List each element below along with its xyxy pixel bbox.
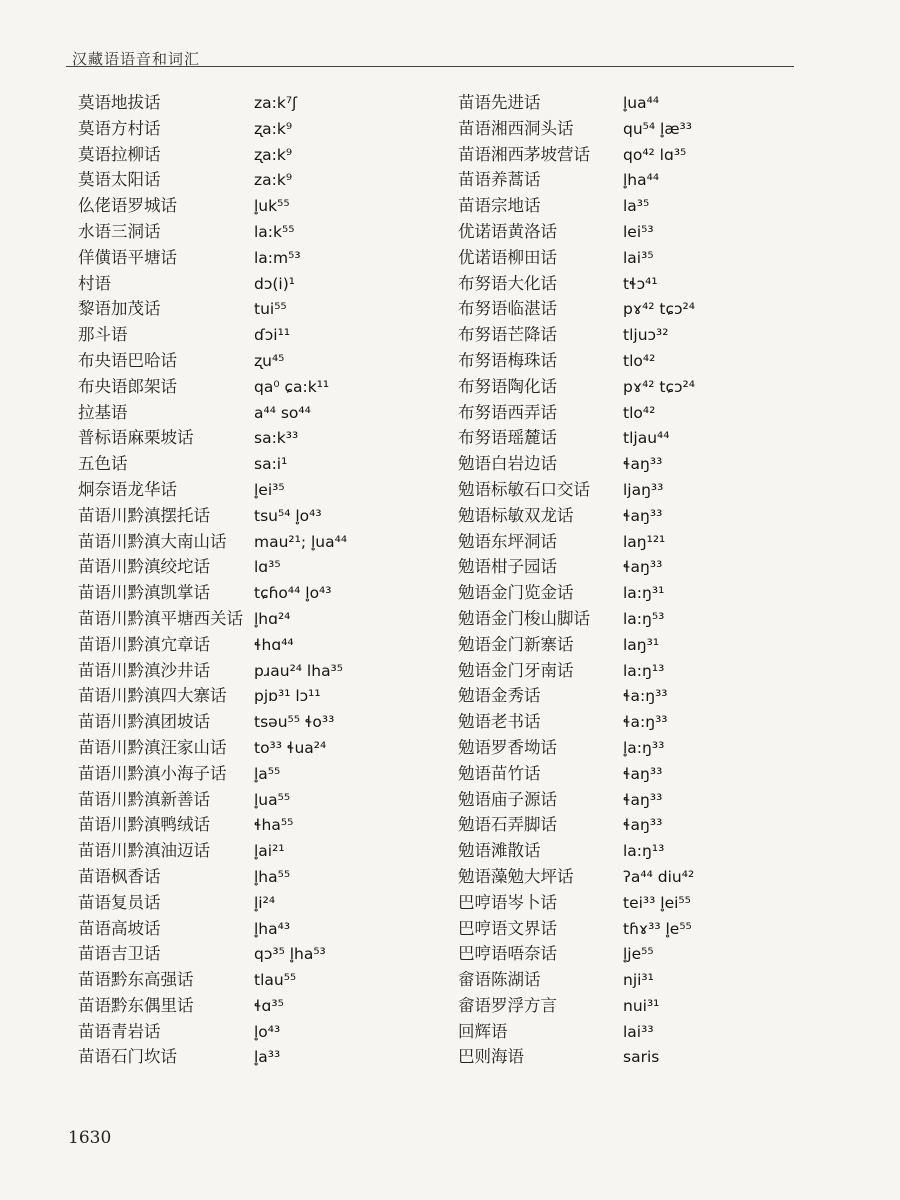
entry-row — [458, 451, 695, 477]
entry-row — [78, 916, 347, 942]
entry-row — [78, 425, 347, 451]
phonetic-form: pɤ⁴² tɕɔ²⁴ — [623, 300, 695, 319]
entry-row — [458, 890, 695, 916]
language-name: 勉语标敏石口交话 — [458, 479, 590, 499]
language-name: 巴哼语文界话 — [458, 918, 557, 938]
phonetic-form: ɬɑ³⁵ — [254, 996, 284, 1015]
language-name: 布央语郎架话 — [78, 376, 177, 396]
language-name: 布努语临湛话 — [458, 299, 557, 319]
phonetic-form: za:k⁹ — [254, 171, 293, 190]
language-name: 苗语川黔滇四大寨话 — [78, 686, 227, 706]
phonetic-form: la:ŋ⁵³ — [623, 609, 665, 628]
entry-row — [458, 296, 695, 322]
phonetic-form: tɬɔ⁴¹ — [623, 274, 658, 293]
language-name: 布努语大化话 — [458, 273, 557, 293]
entry-row — [458, 916, 695, 942]
language-name: 苗语川黔滇绞坨话 — [78, 557, 210, 577]
language-name: 勉语苗竹话 — [458, 763, 541, 783]
phonetic-form: laŋ³¹ — [623, 635, 660, 654]
entry-row — [458, 322, 695, 348]
entry-row — [78, 812, 347, 838]
entry-row — [78, 864, 347, 890]
entry-row — [458, 193, 695, 219]
entry-row — [458, 529, 695, 555]
header-rule — [66, 66, 794, 67]
phonetic-form: ɬa:ŋ³³ — [623, 687, 668, 706]
phonetic-form: pjɒ³¹ lɔ¹¹ — [254, 687, 321, 706]
phonetic-form: sa:i¹ — [254, 455, 288, 474]
phonetic-form: l̥a:ŋ³³ — [623, 738, 665, 757]
phonetic-form: tui⁵⁵ — [254, 300, 287, 319]
entry-row — [78, 142, 347, 168]
phonetic-form: pɤ⁴² tɕɔ²⁴ — [623, 377, 695, 396]
entry-row — [458, 787, 695, 813]
language-name: 勉语东坪洞话 — [458, 531, 557, 551]
entry-row — [78, 967, 347, 993]
entry-row — [458, 606, 695, 632]
phonetic-form: la:ŋ¹³ — [623, 842, 665, 861]
entry-row — [78, 683, 347, 709]
entry-row — [78, 167, 347, 193]
entry-row — [458, 735, 695, 761]
language-name: 布努语梅珠话 — [458, 350, 557, 370]
language-name: 莫语方村话 — [78, 118, 161, 138]
language-name: 布努语瑶麓话 — [458, 428, 557, 448]
entry-row — [78, 658, 347, 684]
language-name: 勉语标敏双龙话 — [458, 505, 574, 525]
phonetic-form: ɬhɑ⁴⁴ — [254, 635, 294, 654]
phonetic-form: l̥o⁴³ — [254, 1022, 281, 1041]
language-name: 勉语金秀话 — [458, 686, 541, 706]
phonetic-form: ɗɔi¹¹ — [254, 326, 291, 345]
language-name: 布努语芒降话 — [458, 325, 557, 345]
entry-row — [78, 322, 347, 348]
phonetic-form: ɬaŋ³³ — [623, 455, 663, 474]
phonetic-form: ɬha⁵⁵ — [254, 816, 294, 835]
phonetic-form: ɬaŋ³³ — [623, 764, 663, 783]
entry-row — [458, 219, 695, 245]
phonetic-form: la:k⁵⁵ — [254, 222, 295, 241]
phonetic-form: l̥je⁵⁵ — [623, 945, 654, 964]
language-name: 勉语金门牙南话 — [458, 660, 574, 680]
language-name: 苗语湘西洞头话 — [458, 118, 574, 138]
language-name: 苗语石门坎话 — [78, 1047, 177, 1067]
phonetic-form: l̥ei³⁵ — [254, 480, 285, 499]
language-name: 黎语加茂话 — [78, 299, 161, 319]
language-name: 苗语高坡话 — [78, 918, 161, 938]
phonetic-form: lai³³ — [623, 1022, 654, 1041]
entry-row — [78, 296, 347, 322]
entry-row — [78, 219, 347, 245]
entry-row — [458, 245, 695, 271]
language-name: 村语 — [78, 273, 111, 293]
entry-row — [458, 632, 695, 658]
language-name: 莫语地拔话 — [78, 93, 161, 112]
entry-row — [458, 142, 695, 168]
language-name: 勉语金门览金话 — [458, 583, 574, 603]
phonetic-form: ʐu⁴⁵ — [254, 351, 285, 370]
language-name: 巴则海语 — [458, 1047, 524, 1067]
phonetic-form: ɬaŋ³³ — [623, 790, 663, 809]
phonetic-form: ʐa:k⁹ — [254, 119, 293, 138]
phonetic-form: l̥a³³ — [254, 1048, 281, 1067]
phonetic-form: sa:k³³ — [254, 429, 299, 448]
language-name: 拉基语 — [78, 402, 128, 422]
language-name: 苗语川黔滇小海子话 — [78, 763, 227, 783]
language-name: 勉语藻勉大坪话 — [458, 866, 574, 886]
phonetic-form: tlo⁴² — [623, 351, 656, 370]
phonetic-form: za:k⁷ʃ — [254, 94, 298, 112]
phonetic-form: mau²¹; l̥ua⁴⁴ — [254, 532, 348, 551]
language-name: 优诺语柳田话 — [458, 247, 557, 267]
entry-row — [458, 658, 695, 684]
entry-row — [78, 1044, 347, 1070]
language-name: 苗语枫香话 — [78, 866, 161, 886]
entry-row — [78, 761, 347, 787]
language-name: 五色话 — [78, 454, 128, 474]
language-name: 苗语黔东高强话 — [78, 970, 194, 990]
phonetic-form: tɕɦo⁴⁴ l̥o⁴³ — [254, 584, 332, 603]
entry-row — [78, 838, 347, 864]
entry-row — [78, 271, 347, 297]
entry-row — [458, 683, 695, 709]
phonetic-form: a⁴⁴ so⁴⁴ — [254, 403, 311, 422]
language-name: 勉语金门梭山脚话 — [458, 608, 590, 628]
phonetic-form: l̥ua⁵⁵ — [254, 790, 291, 809]
phonetic-form: tei³³ l̥ei⁵⁵ — [623, 893, 691, 912]
language-name: 勉语庙子源话 — [458, 789, 557, 809]
entry-row — [78, 529, 347, 555]
entry-row — [458, 374, 695, 400]
phonetic-form: l̥ha⁴³ — [254, 919, 291, 938]
page-number: 1630 — [68, 1128, 112, 1148]
language-name: 勉语金门新寨话 — [458, 634, 574, 654]
entry-row — [78, 400, 347, 426]
phonetic-form: la:ŋ³¹ — [623, 584, 665, 603]
phonetic-form: saris — [623, 1048, 660, 1067]
language-name: 苗语川黔滇油迈话 — [78, 841, 210, 861]
language-name: 畲语罗浮方言 — [458, 995, 557, 1015]
language-name: 苗语青岩话 — [78, 1021, 161, 1041]
phonetic-form: pɹau²⁴ lha³⁵ — [254, 661, 343, 680]
phonetic-form: l̥ai²¹ — [254, 842, 285, 861]
entry-row — [78, 787, 347, 813]
phonetic-form: ɬaŋ³³ — [623, 506, 663, 525]
phonetic-form: qɔ³⁵ l̥ha⁵³ — [254, 945, 326, 964]
phonetic-form: ʐa:k⁹ — [254, 145, 293, 164]
entry-row — [78, 193, 347, 219]
phonetic-form: tljau⁴⁴ — [623, 429, 670, 448]
phonetic-form: qu⁵⁴ l̥æ³³ — [623, 119, 692, 138]
right-column — [458, 90, 695, 1070]
phonetic-form: l̥ha⁵⁵ — [254, 867, 291, 886]
phonetic-form: to³³ ɬua²⁴ — [254, 738, 327, 757]
phonetic-form: lɑ³⁵ — [254, 558, 281, 577]
entry-row — [78, 709, 347, 735]
phonetic-form: ɬaŋ³³ — [623, 558, 663, 577]
language-name: 苗语湘西茅坡营话 — [458, 144, 590, 164]
phonetic-form: l̥i²⁴ — [254, 893, 276, 912]
language-name: 勉语石弄脚话 — [458, 815, 557, 835]
entry-row — [458, 864, 695, 890]
language-name: 苗语川黔滇宂章话 — [78, 634, 210, 654]
entry-row — [78, 941, 347, 967]
entry-row — [458, 503, 695, 529]
language-name: 苗语复员话 — [78, 892, 161, 912]
phonetic-form: ljaŋ³³ — [623, 480, 664, 499]
language-name: 巴哼语岑卜话 — [458, 892, 557, 912]
phonetic-form: qa⁰ ɕa:k¹¹ — [254, 377, 330, 396]
phonetic-form: l̥ha⁴⁴ — [623, 171, 660, 190]
entry-row — [78, 993, 347, 1019]
language-name: 巴哼语唔奈话 — [458, 944, 557, 964]
entry-row — [458, 993, 695, 1019]
entry-row — [458, 116, 695, 142]
language-name: 苗语川黔滇新善话 — [78, 789, 210, 809]
language-name: 布央语巴哈话 — [78, 350, 177, 370]
phonetic-form: la:ŋ¹³ — [623, 661, 665, 680]
entry-row — [458, 167, 695, 193]
phonetic-form: qo⁴² lɑ³⁵ — [623, 145, 687, 164]
language-name: 仫佬语罗城话 — [78, 196, 177, 216]
language-name: 莫语太阳话 — [78, 170, 161, 190]
entry-row — [458, 812, 695, 838]
language-name: 莫语拉柳话 — [78, 144, 161, 164]
entry-row — [458, 477, 695, 503]
language-name: 勉语滩散话 — [458, 841, 541, 861]
phonetic-form: l̥ua⁴⁴ — [623, 94, 660, 112]
language-name: 布努语陶化话 — [458, 376, 557, 396]
phonetic-form: dɔ(i)¹ — [254, 274, 295, 293]
entry-row — [78, 554, 347, 580]
entry-row — [78, 606, 347, 632]
phonetic-form: tsu⁵⁴ l̥o⁴³ — [254, 506, 322, 525]
entry-row — [78, 1019, 347, 1045]
running-title: 汉藏语语音和词汇 — [72, 50, 201, 68]
phonetic-form: tsəu⁵⁵ ɬo³³ — [254, 713, 335, 732]
entry-row — [458, 425, 695, 451]
phonetic-form: ʔa⁴⁴ diu⁴² — [623, 867, 695, 886]
language-name: 苗语川黔滇平塘西关话 — [78, 608, 243, 628]
language-name: 苗语黔东偶里话 — [78, 995, 194, 1015]
phonetic-form: ɬa:ŋ³³ — [623, 713, 668, 732]
entry-row — [78, 348, 347, 374]
language-name: 普标语麻栗坡话 — [78, 428, 194, 448]
phonetic-form: tɦɤ³³ l̥e⁵⁵ — [623, 919, 692, 938]
entry-row — [78, 735, 347, 761]
language-name: 苗语川黔滇团坡话 — [78, 712, 210, 732]
language-name: 那斗语 — [78, 325, 128, 345]
left-column — [78, 90, 347, 1070]
entry-row — [78, 374, 347, 400]
language-name: 苗语宗地话 — [458, 196, 541, 216]
phonetic-form: nji³¹ — [623, 971, 654, 990]
language-name: 苗语川黔滇沙井话 — [78, 660, 210, 680]
phonetic-form: la:m⁵³ — [254, 248, 301, 267]
phonetic-form: la³⁵ — [623, 197, 650, 216]
entry-row — [78, 503, 347, 529]
language-name: 勉语老书话 — [458, 712, 541, 732]
entry-row — [458, 838, 695, 864]
phonetic-form: l̥hɑ²⁴ — [254, 609, 291, 628]
phonetic-form: lai³⁵ — [623, 248, 654, 267]
entry-row — [78, 245, 347, 271]
entry-row — [458, 400, 695, 426]
language-name: 畲语陈湖话 — [458, 970, 541, 990]
entry-row — [458, 761, 695, 787]
entry-row — [78, 116, 347, 142]
entry-row — [78, 477, 347, 503]
language-name: 勉语罗香坳话 — [458, 737, 557, 757]
phonetic-form: tlo⁴² — [623, 403, 656, 422]
entry-row — [78, 632, 347, 658]
entry-row — [78, 90, 347, 116]
phonetic-form: l̥uk⁵⁵ — [254, 197, 290, 216]
language-name: 勉语柑子园话 — [458, 557, 557, 577]
entry-row — [458, 580, 695, 606]
language-name: 苗语川黔滇大南山话 — [78, 531, 227, 551]
language-name: 苗语吉卫话 — [78, 944, 161, 964]
entry-row — [458, 271, 695, 297]
entry-row — [458, 941, 695, 967]
entry-row — [458, 554, 695, 580]
language-name: 炯奈语龙华话 — [78, 479, 177, 499]
phonetic-form: lei⁵³ — [623, 222, 654, 241]
language-name: 布努语西弄话 — [458, 402, 557, 422]
language-name: 水语三洞话 — [78, 221, 161, 241]
entry-row — [458, 967, 695, 993]
entry-row — [458, 1044, 695, 1070]
language-name: 苗语川黔滇汪家山话 — [78, 737, 227, 757]
phonetic-form: nui³¹ — [623, 996, 660, 1015]
language-name: 苗语川黔滇凯掌话 — [78, 583, 210, 603]
entry-row — [78, 451, 347, 477]
language-name: 佯僙语平塘话 — [78, 247, 177, 267]
language-name: 勉语白岩边话 — [458, 454, 557, 474]
entry-row — [78, 580, 347, 606]
language-name: 苗语先进话 — [458, 93, 541, 112]
entry-row — [78, 890, 347, 916]
entry-row — [458, 90, 695, 116]
entry-row — [458, 709, 695, 735]
phonetic-form: l̥a⁵⁵ — [254, 764, 281, 783]
language-name: 苗语养蒿话 — [458, 170, 541, 190]
phonetic-form: tlau⁵⁵ — [254, 971, 297, 990]
phonetic-form: laŋ¹²¹ — [623, 532, 666, 551]
language-name: 苗语川黔滇摆托话 — [78, 505, 210, 525]
entry-row — [458, 1019, 695, 1045]
language-name: 回辉语 — [458, 1021, 508, 1041]
phonetic-form: ɬaŋ³³ — [623, 816, 663, 835]
entry-row — [458, 348, 695, 374]
language-name: 苗语川黔滇鸭绒话 — [78, 815, 210, 835]
language-name: 优诺语黄洛话 — [458, 221, 557, 241]
phonetic-form: tljuɔ³² — [623, 326, 669, 345]
